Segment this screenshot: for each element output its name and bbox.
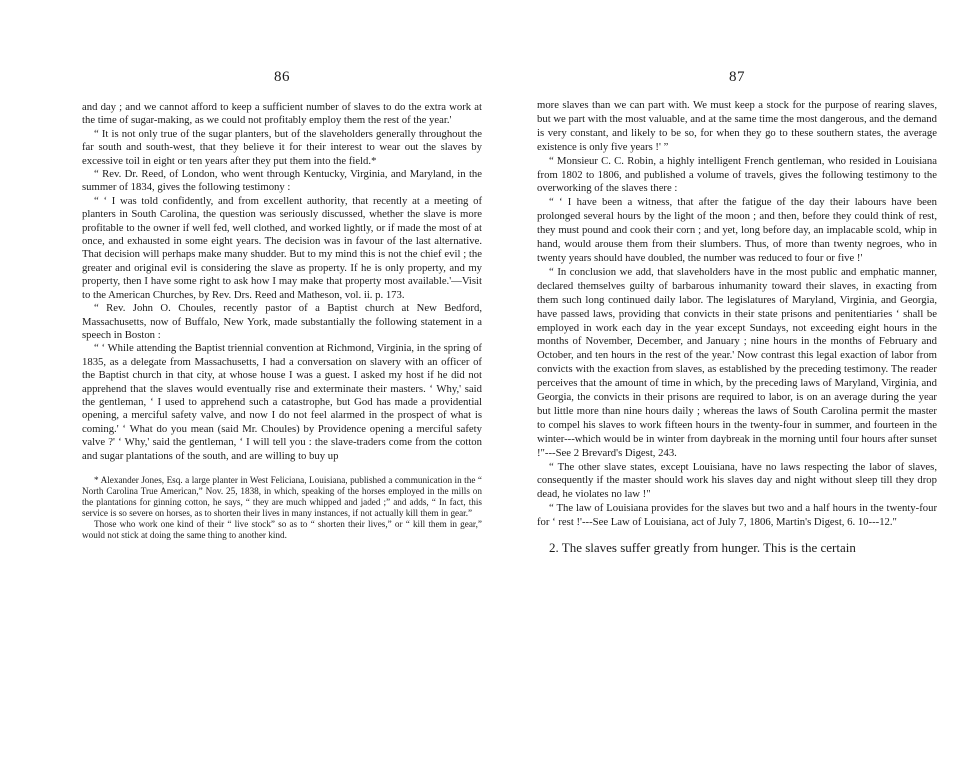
right-page	[537, 0, 937, 556]
page-number-left: 86	[274, 69, 290, 85]
paragraph: “ Rev. Dr. Reed, of London, who went through Kentucky, Virginia, and Maryland, in the summer of 1834, gives the following testimony :	[82, 168, 482, 194]
paragraph: “ ‘ While attending the Baptist triennial convention at Richmond, Virginia, in the spring of 1835, as a delegate from Massachusetts, I had a conversation on slavery with an officer of the Baptist church in that city, at whose house I was a guest. I asked my host if he did not apprehend that the slaves would eventually rise and exterminate their masters. ‘ Why,' said the gentleman, ‘ I used to apprehend such a catastrophe, but God has made a providential opening, a merciful safety valve, and now I do not feel alarmed in the prospect of what is coming.' ‘ What do you mean (said Mr. Choules) by Providence opening a merciful safety valve ?' ‘ Why,' said the gentleman, ‘ I will tell you : the slave-traders come from the cotton and sugar plantations of the south, and are willing to buy up	[82, 342, 482, 462]
paragraph: more slaves than we can part with. We must keep a stock for the purpose of rearing slaves, but we part with the most valuable, and at the same time the most dangerous, and the demand is very constant, and likely to be so, for when they go to these southern states, the average existence is only five years !' ”	[537, 99, 937, 153]
paragraph: “ ‘ I was told confidently, and from excellent authority, that recently at a meeting of planters in South Carolina, the question was seriously discussed, whether the slave is more profitable to the owner if well fed, well clothed, and worked lightly, or if made the most of at once, and exhausted in some eight years. The decision was in favour of the last alternative. That decision will perhaps make many shudder. But to my mind this is not the chief evil ; the greater and original evil is considering the slave as property. If he is only property, and my property, then I have some right to ask how I may make that property most available.'—Visit to the American Churches, by Rev. Drs. Reed and Matheson, vol. ii. p. 173.	[82, 194, 482, 301]
footnote	[82, 475, 482, 541]
left-page-body	[82, 101, 482, 463]
footnote-paragraph: * Alexander Jones, Esq. a large planter in West Feliciana, Louisiana, published a communication in the “ North Carolina True American,” Nov. 25, 1838, in which, speaking of the horses employed in the mills on the plantations for ginning cotton, he says, “ they are much whipped and jaded ;” and adds, “ In fact, this service is so severe on horses, as to shorten their lives in many instances, if not actually kill them in gear.”	[82, 474, 482, 518]
paragraph: “ Rev. John O. Choules, recently pastor of a Baptist church at New Bedford, Massachusetts, now of Buffalo, New York, made substantially the following statement in a speech in Boston :	[82, 302, 482, 341]
page-number-right: 87	[729, 69, 745, 85]
right-page-body	[537, 99, 937, 556]
section-heading-paragraph: 2. The slaves suffer greatly from hunger. This is the certain	[549, 540, 856, 556]
left-page	[82, 0, 482, 541]
paragraph: and day ; and we cannot afford to keep a sufficient number of slaves to do the extra work at the time of sugar-making, as we could not profitably employ them the rest of the year.'	[82, 101, 482, 127]
paragraph: “ Monsieur C. C. Robin, a highly intelligent French gentleman, who resided in Louisiana from 1802 to 1806, and published a volume of travels, gives the following testimony to the overworking of the slaves there :	[537, 154, 937, 195]
paragraph: “ The law of Louisiana provides for the slaves but two and a half hours in the twenty-four for ‘ rest !'---See Law of Louisiana, act of July 7, 1806, Martin's Digest, 6. 10---12."	[537, 502, 937, 529]
paragraph: “ In conclusion we add, that slaveholders have in the most public and emphatic manner, declared themselves guilty of barbarous inhumanity toward their slaves, in exacting from them such long continued daily labor. The legislatures of Maryland, Virginia, and Georgia, have passed laws, providing that convicts in their state prisons and penitentiaries ‘ shall be employed in work each day in the year except Sundays, not exceeding eight hours in the months of November, December, and January ; nine hours in the months of February and October, and ten hours in the rest of the year.' Now contrast this legal exaction of labor from convicts with the exaction from slaves, as established by the preceding testimony. The reader perceives that the amount of time in which, by the preceding laws of Maryland, Virginia, and Georgia, the convicts in their prisons are required to labor, is on an average during the year but little more than nine hours daily ; whereas the laws of South Carolina permit the master to compel his slaves to work fifteen hours in the twenty-four in summer, and fourteen in the winter---which would be in winter from daybreak in the morning until four hours after sunset !"---See 2 Brevard's Digest, 243.	[537, 265, 937, 459]
paragraph: “ The other slave states, except Louisiana, have no laws respecting the labor of slaves, consequently if the master should work his slaves day and night without sleep till they drop dead, he violates no law !"	[537, 460, 937, 501]
paragraph: “ ‘ I have been a witness, that after the fatigue of the day their labours have been prolonged several hours by the light of the moon ; and then, before they could think of rest, they must pound and cook their corn ; and yet, long before day, an implacable scold, whip in hand, would arouse them from their slumbers. Thus, of more than twenty negroes, who in twenty years should have doubled, the number was reduced to four or five !'	[537, 196, 937, 264]
paragraph: “ It is not only true of the sugar planters, but of the slaveholders generally throughout the far south and south-west, that they believe it for their interest to wear out the slaves by excessive toil in eight or ten years after they put them into the field.*	[82, 127, 482, 167]
footnote-paragraph: Those who work one kind of their “ live stock” so as to “ shorten their lives,” or “ kill them in gear,” would not stick at doing the same thing to another kind.	[82, 518, 482, 540]
